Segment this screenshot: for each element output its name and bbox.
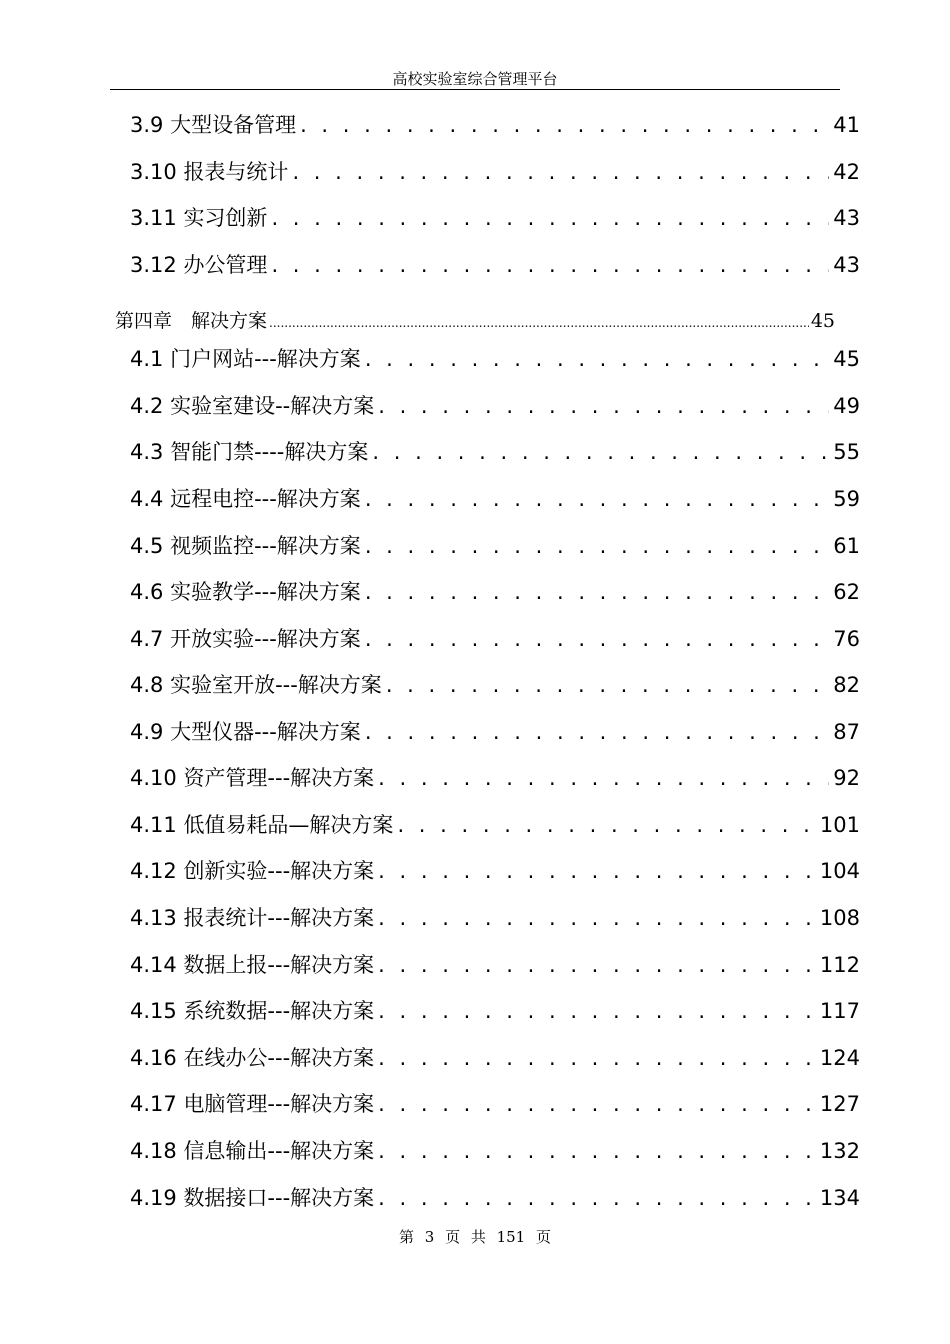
toc-entry-page: 124 bbox=[819, 1046, 860, 1070]
toc-entry-page: 42 bbox=[833, 160, 860, 184]
toc-entry-page: 134 bbox=[819, 1186, 860, 1210]
toc-entry[interactable] bbox=[130, 905, 860, 931]
toc-entry-title: 远程电控---解决方案 bbox=[170, 487, 361, 511]
toc-entry[interactable] bbox=[130, 998, 860, 1024]
toc-entry-page: 101 bbox=[819, 813, 860, 837]
toc-dot-leader bbox=[300, 112, 829, 138]
toc-entry-title: 门户网站---解决方案 bbox=[170, 347, 361, 371]
toc-entry-page: 49 bbox=[833, 394, 860, 418]
toc-entry-title: 资产管理---解决方案 bbox=[183, 766, 375, 790]
toc-entry-number: 4.4 bbox=[130, 487, 171, 511]
toc-dot-leader bbox=[365, 346, 829, 372]
toc-entry-number: 4.9 bbox=[130, 720, 171, 744]
toc-entry-title: 在线办公---解决方案 bbox=[183, 1046, 375, 1070]
toc-entry[interactable] bbox=[130, 252, 860, 278]
toc-dot-leader bbox=[365, 719, 829, 745]
toc-entry-page: 45 bbox=[833, 347, 860, 371]
toc-entry[interactable] bbox=[130, 486, 860, 512]
toc-dot-leader bbox=[271, 205, 829, 231]
toc-entry-page: 112 bbox=[819, 953, 860, 977]
toc-entry-page: 41 bbox=[833, 113, 860, 137]
toc-dot-leader bbox=[378, 1185, 816, 1211]
toc-entry-title: 办公管理 bbox=[183, 253, 268, 277]
toc-entry-title: 实验室开放---解决方案 bbox=[170, 673, 382, 697]
toc-entry-page: 92 bbox=[833, 766, 860, 790]
toc-entry[interactable] bbox=[130, 579, 860, 605]
toc-dot-leader bbox=[365, 533, 829, 559]
toc-entry-number: 3.9 bbox=[130, 113, 171, 137]
toc-entry[interactable] bbox=[130, 719, 860, 745]
toc-entry-page: 117 bbox=[819, 999, 860, 1023]
toc-entry-number: 4.8 bbox=[130, 673, 171, 697]
toc-entry-title: 创新实验---解决方案 bbox=[183, 859, 375, 883]
toc-entry-number: 3.10 bbox=[130, 160, 184, 184]
toc-entry-number: 4.13 bbox=[130, 906, 184, 930]
toc-entry[interactable] bbox=[130, 1185, 860, 1211]
toc-entry-title: 信息输出---解决方案 bbox=[183, 1139, 375, 1163]
toc-entry[interactable] bbox=[130, 1091, 860, 1117]
toc-entry[interactable] bbox=[130, 765, 860, 791]
toc-dot-leader bbox=[292, 159, 829, 185]
toc-dot-leader bbox=[372, 439, 829, 465]
toc-entry-page: 104 bbox=[819, 859, 860, 883]
toc-entry-title: 实习创新 bbox=[183, 206, 268, 230]
toc-entry-page: 76 bbox=[833, 627, 860, 651]
toc-entry-page: 43 bbox=[833, 253, 860, 277]
toc-entry-page: 127 bbox=[819, 1092, 860, 1116]
toc-entry[interactable] bbox=[130, 1045, 860, 1071]
toc-entry-title: 数据接口---解决方案 bbox=[183, 1186, 375, 1210]
toc-entry-page: 87 bbox=[833, 720, 860, 744]
toc-entry-title: 实验教学---解决方案 bbox=[170, 580, 361, 604]
toc-entry-number: 4.5 bbox=[130, 534, 171, 558]
toc-entry-number: 4.7 bbox=[130, 627, 171, 651]
page-header-title: 高校实验室综合管理平台 bbox=[392, 70, 558, 88]
toc-entry[interactable] bbox=[130, 812, 860, 838]
toc-entry[interactable] bbox=[130, 346, 860, 372]
toc-entry-page: 132 bbox=[819, 1139, 860, 1163]
toc-entry-number: 4.11 bbox=[130, 813, 184, 837]
toc-entry-number: 4.16 bbox=[130, 1046, 184, 1070]
toc-entry[interactable] bbox=[130, 626, 860, 652]
toc-entry-title: 视频监控---解决方案 bbox=[170, 534, 361, 558]
toc-entry-number: 4.14 bbox=[130, 953, 184, 977]
toc-entry-number: 3.11 bbox=[130, 206, 184, 230]
toc-chapter-entry[interactable] bbox=[115, 309, 835, 335]
toc-dot-leader bbox=[397, 812, 815, 838]
toc-dot-leader bbox=[365, 626, 829, 652]
header-rule bbox=[110, 89, 840, 90]
toc-entry-page: 62 bbox=[833, 580, 860, 604]
toc-dot-leader bbox=[378, 905, 816, 931]
toc-entry[interactable] bbox=[130, 952, 860, 978]
toc-entry-title: 大型仪器---解决方案 bbox=[170, 720, 361, 744]
toc-dot-leader bbox=[378, 998, 816, 1024]
toc-entry-number: 4.18 bbox=[130, 1139, 184, 1163]
toc-dot-leader bbox=[378, 765, 829, 791]
toc-entry[interactable] bbox=[130, 112, 860, 138]
toc-entry[interactable] bbox=[130, 672, 860, 698]
toc-entry-page: 55 bbox=[833, 440, 860, 464]
toc-entry[interactable] bbox=[130, 533, 860, 559]
toc-entry-number: 4.19 bbox=[130, 1186, 184, 1210]
toc-dot-leader bbox=[378, 858, 816, 884]
toc-chapter-title: 第四章 解决方案 bbox=[115, 310, 268, 332]
toc-chapter-page: 45 bbox=[810, 310, 835, 332]
toc-entry-page: 61 bbox=[833, 534, 860, 558]
toc-entry-title: 报表与统计 bbox=[183, 160, 289, 184]
toc-dot-leader bbox=[378, 1045, 816, 1071]
toc-entry-number: 4.3 bbox=[130, 440, 171, 464]
toc-entry-number: 4.15 bbox=[130, 999, 184, 1023]
toc-entry-number: 4.12 bbox=[130, 859, 184, 883]
toc-entry[interactable] bbox=[130, 159, 860, 185]
toc-dot-leader bbox=[378, 1138, 816, 1164]
toc-entry-title: 系统数据---解决方案 bbox=[183, 999, 375, 1023]
toc-entry-title: 大型设备管理 bbox=[170, 113, 297, 137]
toc-dot-leader bbox=[378, 952, 816, 978]
toc-entry[interactable] bbox=[130, 393, 860, 419]
toc-entry[interactable] bbox=[130, 858, 860, 884]
toc-entry-page: 108 bbox=[819, 906, 860, 930]
toc-entry-page: 59 bbox=[833, 487, 860, 511]
toc-entry-number: 4.2 bbox=[130, 394, 171, 418]
toc-dot-leader bbox=[378, 393, 829, 419]
page-footer: 第 3 页 共 151 页 bbox=[398, 1228, 551, 1246]
toc-entry-number: 4.17 bbox=[130, 1092, 184, 1116]
toc-entry-title: 报表统计---解决方案 bbox=[183, 906, 375, 930]
toc-dot-leader bbox=[271, 252, 829, 278]
toc-entry-title: 低值易耗品—解决方案 bbox=[183, 813, 394, 837]
toc-entry-page: 82 bbox=[833, 673, 860, 697]
toc-entry-title: 开放实验---解决方案 bbox=[170, 627, 361, 651]
toc-entry-title: 实验室建设--解决方案 bbox=[170, 394, 375, 418]
toc-entry-page: 43 bbox=[833, 206, 860, 230]
toc-dot-leader bbox=[386, 672, 829, 698]
toc-entry-title: 智能门禁----解决方案 bbox=[170, 440, 369, 464]
toc-entry-number: 4.1 bbox=[130, 347, 171, 371]
toc-entry-title: 数据上报---解决方案 bbox=[183, 953, 375, 977]
toc-entry[interactable] bbox=[130, 205, 860, 231]
toc-dot-leader bbox=[365, 579, 829, 605]
toc-entry-title: 电脑管理---解决方案 bbox=[183, 1092, 375, 1116]
toc-dot-leader bbox=[269, 311, 809, 335]
toc-dot-leader bbox=[365, 486, 829, 512]
toc-entry-number: 3.12 bbox=[130, 253, 184, 277]
toc-entry-number: 4.6 bbox=[130, 580, 171, 604]
toc-entry[interactable] bbox=[130, 1138, 860, 1164]
toc-entry[interactable] bbox=[130, 439, 860, 465]
toc-entry-number: 4.10 bbox=[130, 766, 184, 790]
toc-dot-leader bbox=[378, 1091, 816, 1117]
